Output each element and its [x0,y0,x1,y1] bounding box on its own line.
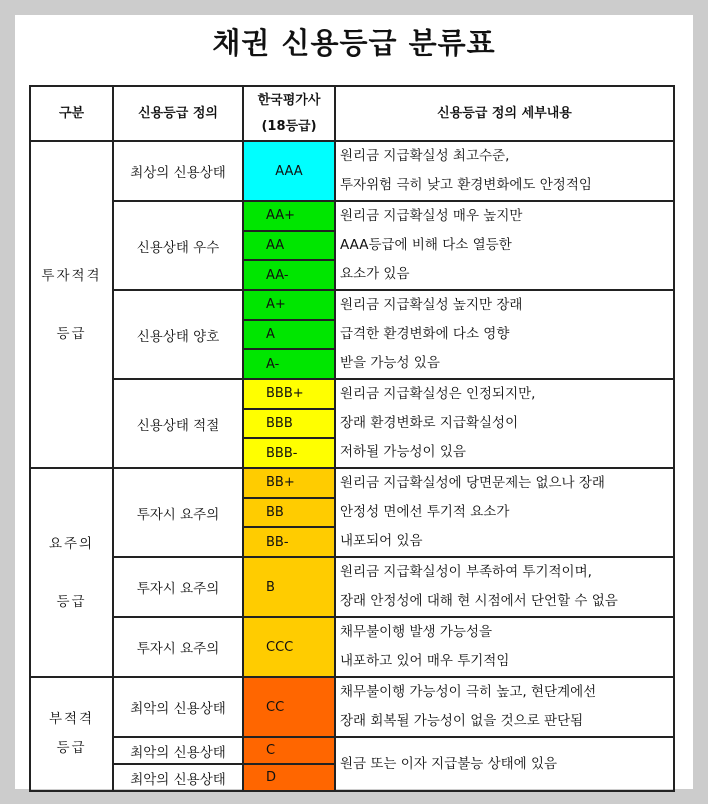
group-label-line1: 요주의 [48,535,95,552]
detail-line: 장래 안정성에 대해 현 시점에서 단언할 수 없음 [340,593,618,609]
grade-cell: AA- [243,260,335,290]
detail-line: 원리금 지급확실성에 당면문제는 없으나 장래 [340,475,605,491]
definition-cell: 투자시 요주의 [113,557,243,617]
detail-line: 안정성 면에선 투기적 요소가 [340,504,510,520]
grade-cell: BB+ [243,468,335,498]
table-row [30,468,674,498]
detail-cell [335,737,674,791]
detail-line: 채무불이행 발생 가능성을 [340,624,493,640]
detail-cell [335,379,674,468]
detail-line: 원리금 지급확실성은 인정되지만, [340,386,536,402]
detail-line: 원리금 지급확실성 매우 높지만 [340,208,523,224]
detail-cell [335,201,674,290]
group-label-line1: 부적격 [48,711,95,727]
grade-cell: AA [243,231,335,261]
detail-line: 장래 회복될 가능성이 없을 것으로 판단됨 [340,713,584,729]
group-label-line1: 투자적격 [41,267,102,284]
detail-line: 저하될 가능성이 있음 [340,444,466,460]
grade-cell: BBB+ [243,379,335,409]
table-row [30,737,674,764]
grade-cell: BB [243,498,335,528]
definition-cell: 신용상태 적절 [113,379,243,468]
header-detail: 신용등급 정의 세부내용 [335,86,674,141]
table-row [30,290,674,320]
group-label-line2: 등급 [56,325,87,342]
detail-line: AAA등급에 비해 다소 열등한 [340,237,512,253]
header-definition: 신용등급 정의 [113,86,243,141]
grade-cell: A [243,320,335,350]
header-agency-line1: 한국평가사 [257,92,321,108]
group-speculative-grade [30,677,113,791]
definition-cell: 최상의 신용상태 [113,141,243,201]
grade-cell: A+ [243,290,335,320]
grade-cell: CC [243,677,335,737]
header-agency-line2: (18등급) [261,118,317,134]
table-header-row [30,86,674,141]
definition-cell: 투자시 요주의 [113,617,243,677]
detail-line: 급격한 환경변화에 다소 영향 [340,326,510,342]
detail-line: 장래 환경변화로 지급확실성이 [340,415,519,431]
detail-line: 내포하고 있어 매우 투기적임 [340,653,510,669]
grade-cell: B [243,557,335,617]
grade-cell: CCC [243,617,335,677]
detail-line: 원금 또는 이자 지급불능 상태에 있음 [340,755,558,772]
detail-cell [335,617,674,677]
grade-cell: D [243,764,335,791]
group-label-line2: 등급 [56,740,87,756]
header-category: 구분 [30,86,113,141]
detail-cell [335,557,674,617]
group-caution-grade [30,468,113,677]
grade-cell-aaa: AAA [243,141,335,201]
group-label-line2: 등급 [56,593,87,610]
document-page [15,15,693,789]
table-row [30,201,674,231]
detail-line: 요소가 있음 [340,266,410,282]
definition-cell: 최악의 신용상태 [113,737,243,764]
grade-cell: BB- [243,527,335,557]
detail-line: 채무불이행 가능성이 극히 높고, 현단계에선 [340,684,597,700]
definition-cell: 투자시 요주의 [113,468,243,557]
detail-line: 받을 가능성 있음 [340,355,440,371]
credit-rating-table [29,85,675,792]
definition-cell: 신용상태 우수 [113,201,243,290]
definition-cell: 최악의 신용상태 [113,677,243,737]
grade-cell: A- [243,349,335,379]
detail-cell [335,141,674,201]
detail-cell [335,290,674,379]
grade-cell: C [243,737,335,764]
table-row [30,379,674,409]
detail-line: 원리금 지급확실성 높지만 장래 [340,297,523,313]
definition-cell: 최악의 신용상태 [113,764,243,791]
detail-line: 원리금 지급확실성이 부족하여 투기적이며, [340,564,592,580]
page-title: 채권 신용등급 분류표 [212,26,496,60]
detail-line: 내포되어 있음 [340,533,423,549]
header-agency [243,86,335,141]
grade-cell: AA+ [243,201,335,231]
detail-line: 원리금 지급확실성 최고수준, [340,148,510,164]
detail-cell [335,468,674,557]
grade-cell: BBB- [243,438,335,468]
grade-cell: BBB [243,409,335,439]
definition-cell: 신용상태 양호 [113,290,243,379]
detail-line: 투자위험 극히 낮고 환경변화에도 안정적임 [340,177,592,193]
group-investment-grade [30,141,113,468]
detail-cell [335,677,674,737]
